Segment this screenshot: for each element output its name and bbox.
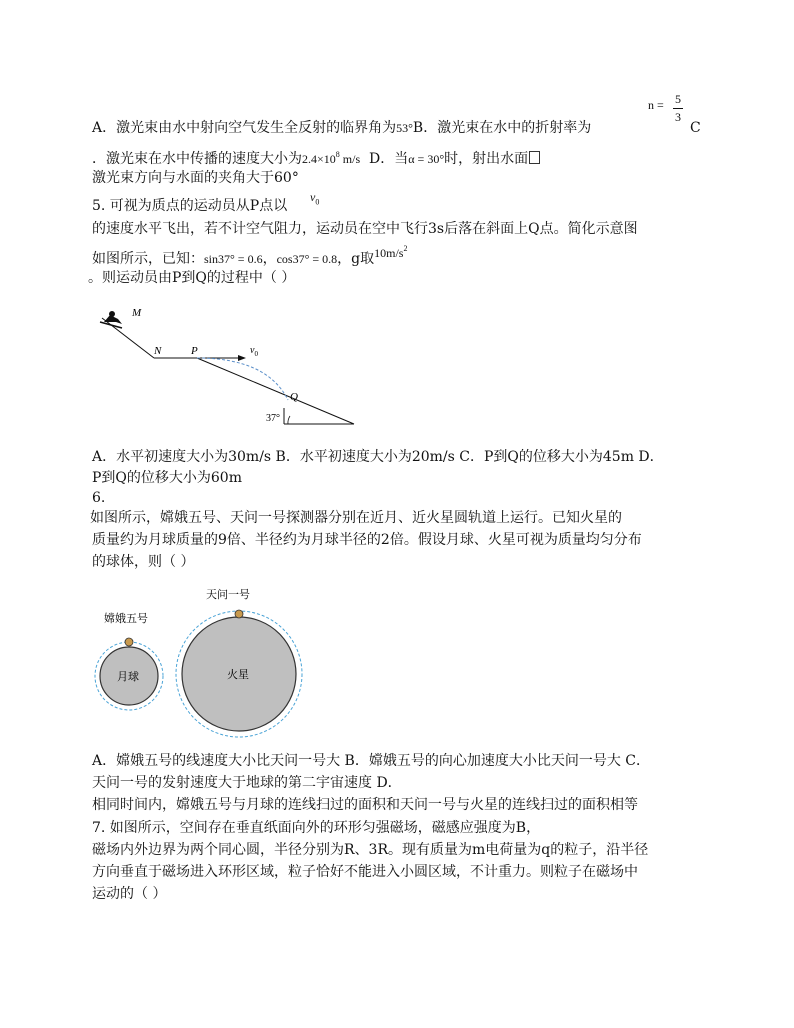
q5-g: ，g取: [337, 251, 375, 267]
q5-v0-letter: v: [310, 190, 316, 204]
label-moon: 月球: [117, 671, 139, 683]
q4-speed: 2.4×10: [302, 152, 336, 166]
q4-angle-value: 53°: [396, 121, 413, 135]
q5-line-2: 的速度水平飞出，若不计空气阻力，运动员在空中飞行3s后落在斜面上Q点。简化示意图: [92, 221, 638, 237]
q6-line-2: 质量约为月球质量的9倍、半径约为月球半径的2倍。假设月球、火星可视为质量均匀分布: [92, 532, 642, 548]
q4-alpha: α = 30°: [408, 152, 445, 166]
tianwen-probe-icon: [235, 610, 243, 618]
q7-line-4: 运动的（ ）: [92, 886, 167, 902]
q4-speed-exp: 8: [335, 150, 340, 159]
chang-e-probe-icon: [125, 638, 133, 646]
q5-line-4: 。则运动员由P到Q的过程中（ ）: [88, 270, 296, 286]
q6-number: 6.: [92, 490, 106, 506]
q7-line-2: 磁场内外边界为两个同心圆，半径分别为R、3R。现有质量为m电荷量为q的粒子，沿半径: [92, 842, 649, 858]
q4-frac-bar: [673, 108, 683, 109]
q5-cos: cos37° = 0.8: [276, 252, 338, 266]
q6-line-1: 如图所示，嫦娥五号、天问一号探测器分别在近月、近火星圆轨道上运行。已知火星的: [90, 510, 622, 526]
q6-answers-3: 相同时间内，嫦娥五号与月球的连线扫过的面积和天问一号与火星的连线扫过的面积相等: [92, 797, 638, 813]
q5-g-value: 10m/s: [374, 246, 404, 260]
q7-line-3: 方向垂直于磁场进入环形区域，粒子恰好不能进入小圆区域，不计重力。则粒子在磁场中: [92, 864, 638, 880]
q4-option-c: ．激光束在水中传播的速度大小为: [92, 151, 302, 167]
q5-stem-a: 5. 可视为质点的运动员从P点以: [92, 198, 288, 214]
velocity-arrow-head: [238, 355, 246, 361]
missing-glyph-box: [529, 151, 540, 164]
q4-speed-unit: m/s: [339, 152, 361, 166]
q4-option-d: D．当: [369, 151, 409, 167]
q4-option-c-letter: C: [690, 120, 701, 136]
q4-frac-numerator: 5: [675, 92, 681, 106]
q5-v0-subscript: 0: [315, 197, 320, 207]
q5-line-3: [92, 245, 407, 269]
label-N: N: [154, 345, 162, 357]
q5-v0-symbol: [310, 190, 319, 206]
q5-g-exp: 2: [403, 244, 408, 253]
q5-answers-1: A．水平初速度大小为30m/s B．水平初速度大小为20m/s C．P到Q的位移大小为45m D．: [92, 449, 664, 465]
orbit-diagram: [92, 578, 332, 738]
label-Q: Q: [290, 391, 298, 403]
q4-frac-denominator: 3: [675, 110, 681, 124]
label-v0: [250, 345, 258, 358]
q5-line-1: [92, 196, 287, 216]
angle-arc: [288, 416, 290, 424]
q5-answers-2: P到Q的位移大小为60m: [92, 470, 242, 486]
trajectory: [197, 358, 288, 400]
label-angle: 37°: [266, 413, 280, 424]
q4-line-3: 激光束方向与水面的夹角大于60°: [92, 170, 299, 186]
q4-option-d-rest: 时，射出水面: [444, 151, 529, 167]
q4-frac-lhs: n =: [648, 98, 664, 112]
upper-slope: [102, 318, 154, 358]
q7-line-1: 7. 如图所示，空间存在垂直纸面向外的环形匀强磁场，磁感应强度为B，: [92, 820, 541, 836]
q4-line-1: [92, 118, 591, 138]
q6-answers-1: A．嫦娥五号的线速度大小比天问一号大 B．嫦娥五号的向心加速度大小比天问一号大 C．: [92, 753, 651, 769]
q4-option-a: A．激光束由水中射向空气发生全反射的临界角为: [92, 120, 397, 136]
label-M: M: [132, 307, 142, 319]
label-mars: 火星: [227, 669, 249, 681]
label-v-sub: 0: [254, 350, 258, 358]
q5-sep: ，: [262, 251, 277, 267]
label-v: v: [250, 345, 255, 356]
q5-sin: sin37° = 0.6: [204, 252, 263, 266]
q4-line-2: [92, 145, 540, 169]
label-tianwen: 天问一号: [206, 589, 250, 601]
ski-jump-diagram: [92, 300, 362, 430]
label-P: P: [191, 345, 198, 357]
q6-answers-2: 天问一号的发射速度大于地球的第二宇宙速度 D．: [92, 775, 402, 791]
q5-given: 如图所示，已知：: [92, 251, 204, 267]
label-chang-e: 嫦娥五号: [104, 613, 148, 625]
q4-option-b: B．激光束在水中的折射率为: [412, 120, 592, 136]
q6-line-3: 的球体，则（ ）: [92, 554, 195, 570]
